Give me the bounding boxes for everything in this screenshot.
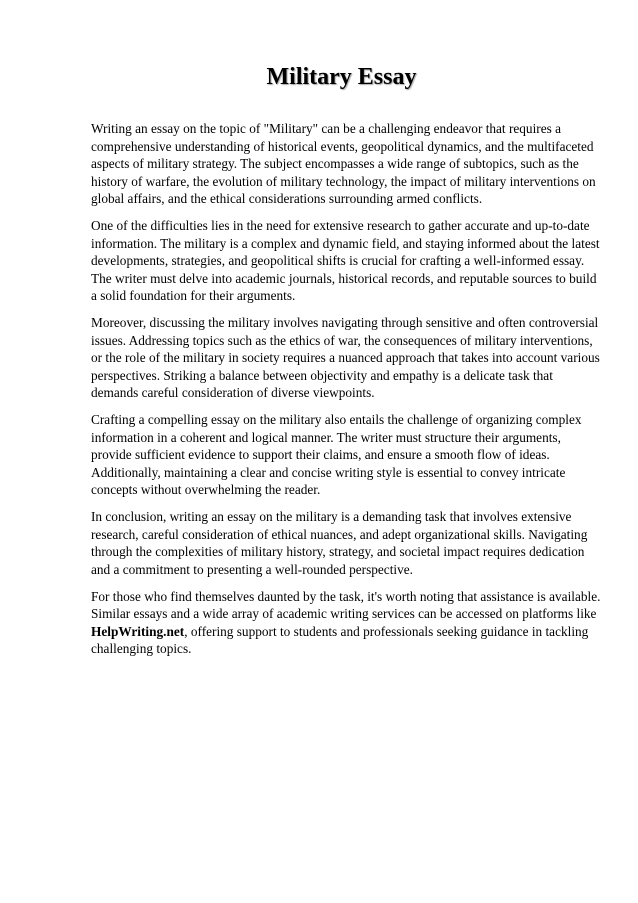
essay-body	[91, 120, 601, 667]
paragraph-intro: Writing an essay on the topic of "Military" can be a challenging endeavor that requires a comprehensive understanding of historical events, geopolitical dynamics, and the multifaceted aspects of military strategy. The subject encompasses a wide range of subtopics, such as the history of warfare, the evolution of military technology, the impact of military interventions on global affairs, and the ethical considerations surrounding armed conflicts.	[91, 121, 596, 206]
paragraph-research: One of the difficulties lies in the need for extensive research to gather accurate and up-to-date information. The military is a complex and dynamic field, and staying informed about the latest developments, strategies, and geopolitical shifts is crucial for crafting a well-informed essay. The writer must delve into academic journals, historical records, and reputable sources to build a solid foundation for their arguments.	[91, 218, 600, 303]
brand-name-link[interactable]: HelpWriting.net	[91, 623, 185, 639]
paragraph-organization: Crafting a compelling essay on the military also entails the challenge of organizing complex information in a coherent and logical manner. The writer must structure their arguments, provide sufficient evidence to support their claims, and ensure a smooth flow of ideas. Additionally, maintaining a clear and concise writing style is essential to convey intricate concepts without overwhelming the reader.	[91, 412, 582, 497]
paragraph-conclusion: In conclusion, writing an essay on the military is a demanding task that involves extensive research, careful consideration of ethical nuances, and adept organizational skills. Navigating through the complexities of military history, strategy, and societal impact requires dedication and a commitment to presenting a well-rounded perspective.	[91, 509, 588, 577]
paragraph-sensitivity: Moreover, discussing the military involves navigating through sensitive and often controversial issues. Addressing topics such as the ethics of war, the consequences of military interventions, or the role of the military in society requires a nuanced approach that takes into account various perspectives. Striking a balance between objectivity and empathy is a delicate task that demands careful consideration of diverse viewpoints.	[91, 315, 600, 400]
assistance-text-after: , offering support to students and professionals seeking guidance in tackling challenging topics.	[91, 623, 589, 656]
paragraph-assistance	[91, 588, 601, 658]
assistance-text-before: For those who find themselves daunted by the task, it's worth noting that assistance is available. Similar essays and a wide array of academic writing services can be accessed on platforms like	[91, 588, 601, 621]
page-title: Military Essay	[266, 64, 417, 90]
